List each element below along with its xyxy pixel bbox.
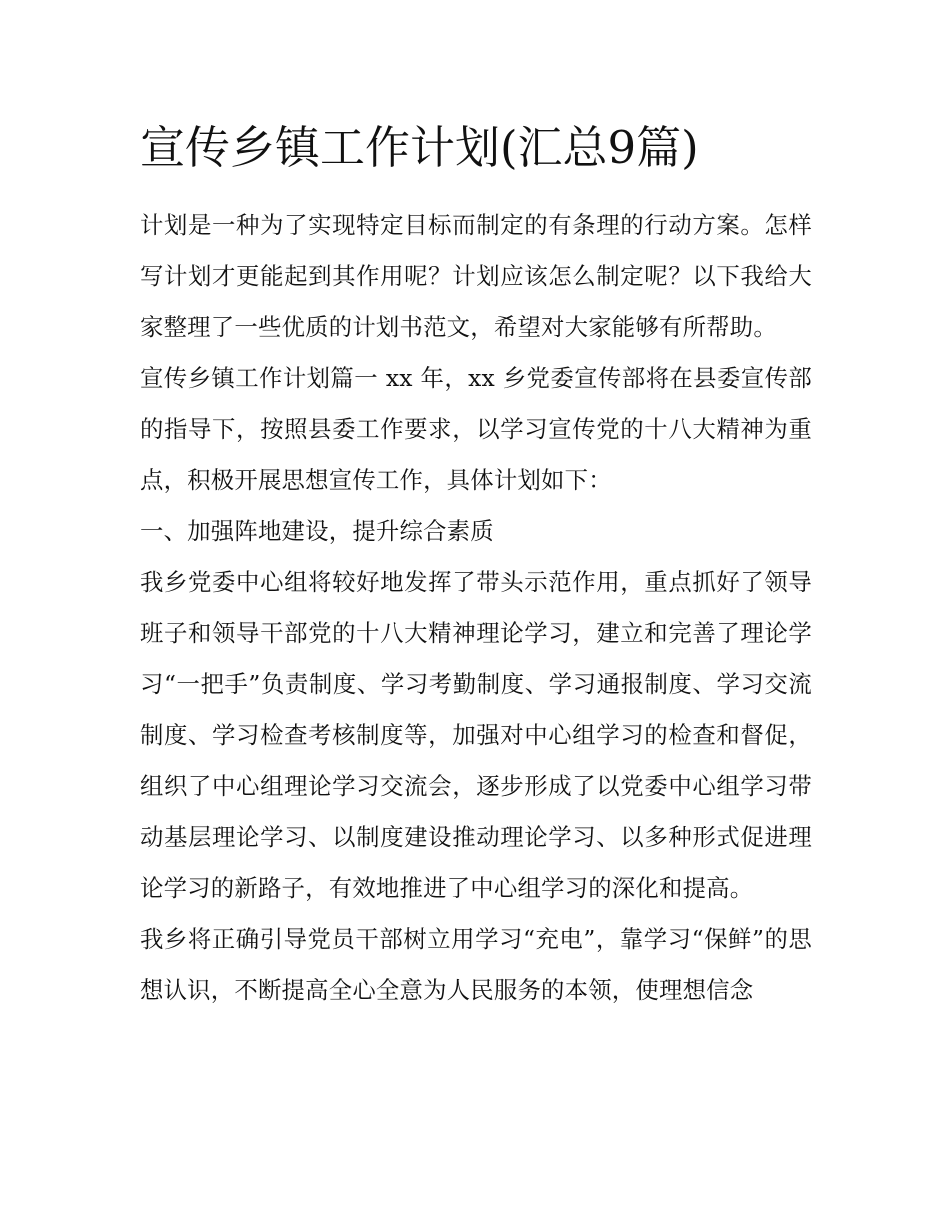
paragraph-intro: 计划是一种为了实现特定目标而制定的有条理的行动方案。怎样写计划才更能起到其作用呢？计划应该怎么制定呢？以下我给大家整理了一些优质的计划书范文，希望对大家能够有所帮助。 [140,211,812,341]
document-body [140,112,812,1016]
document-title: 宣传乡镇工作计划(汇总9篇) [140,121,699,174]
paragraph-center-group-study: 我乡党委中心组将较好地发挥了带头示范作用，重点抓好了领导班子和领导干部党的十八大精神理论学习，建立和完善了理论学习“一把手”负责制度、学习考勤制度、学习通报制度、学习交流制度、学习检查考核制度等，加强对中心组学习的检查和督促，组织了中心组理论学习交流会，逐步形成了以党委中心组学习带动基层理论学习、以制度建设推动理论学习、以多种形式促进理论学习的新路子，有效地推进了中心组学习的深化和提高。 [140,568,812,902]
section-heading-one: 一、加强阵地建设，提升综合素质 [140,517,494,545]
paragraph-guidance: 我乡将正确引导党员干部树立用学习“充电”，靠学习“保鲜”的思想认识，不断提高全心全意为人民服务的本领，使理想信念 [140,925,812,1004]
paragraph-plan-one-intro: 宣传乡镇工作计划篇一 xx 年，xx 乡党委宣传部将在县委宣传部的指导下，按照县委工作要求，以学习宣传党的十八大精神为重点，积极开展思想宣传工作，具体计划如下： [140,364,812,494]
